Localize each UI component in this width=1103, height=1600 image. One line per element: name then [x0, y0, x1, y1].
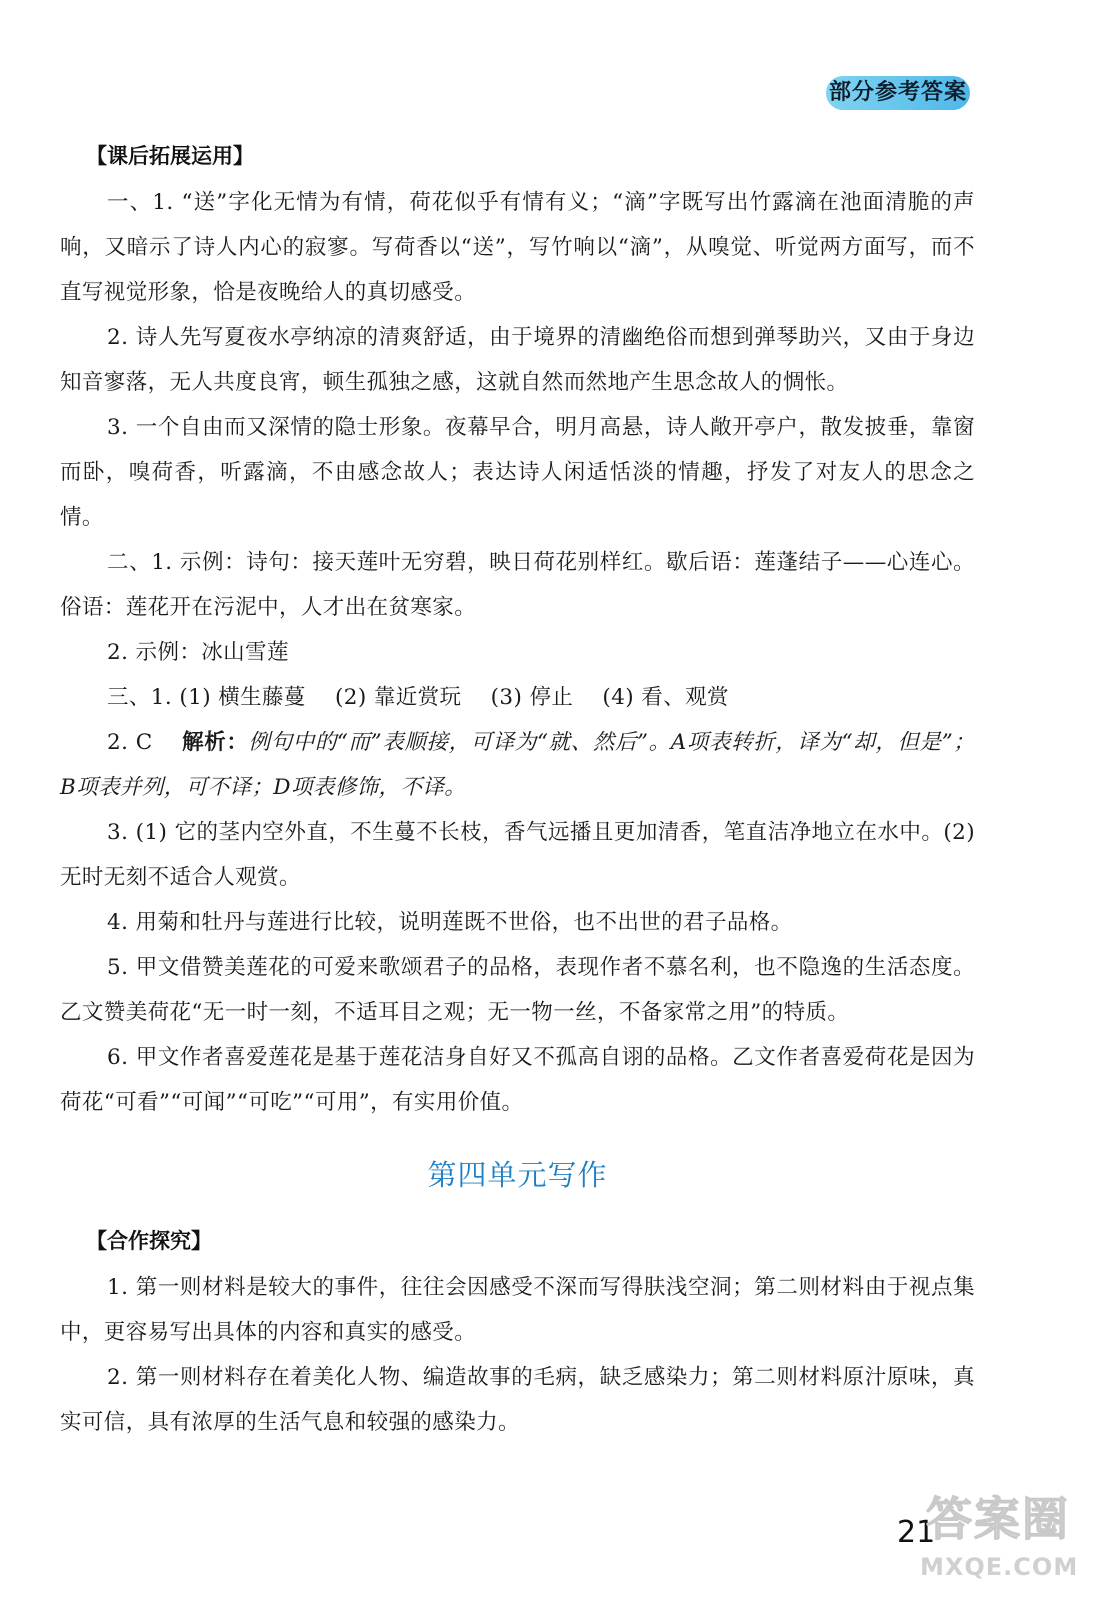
answer-paragraph: 3. 一个自由而又深情的隐士形象。夜幕早合，明月高悬，诗人敞开亭户，散发披垂，靠窗而卧，嗅荷香，听露滴，不由感念故人；表达诗人闲适恬淡的情趣，抒发了对友人的思念之情。: [60, 415, 975, 530]
watermark-url: MXQE.COM: [920, 1553, 1079, 1581]
answer-paragraph-analysis: [60, 720, 975, 810]
answer-paragraph: 5. 甲文借赞美莲花的可爱来歌颂君子的品格，表现作者不慕名利，也不隐逸的生活态度。乙文赞美荷花“无一时一刻，不适耳目之观；无一物一丝，不备家常之用”的特质。: [60, 955, 975, 1025]
answer-paragraph: 2. 诗人先写夏夜水亭纳凉的清爽舒适，由于境界的清幽绝俗而想到弹琴助兴，又由于身边知音寥落，无人共度良宵，顿生孤独之感，这就自然而然地产生思念故人的惆怅。: [60, 325, 975, 395]
answer-paragraph: 2. 第一则材料存在着美化人物、编造故事的毛病，缺乏感染力；第二则材料原汁原味，真实可信，具有浓厚的生活气息和较强的感染力。: [60, 1365, 975, 1435]
answer-paragraph: 2. 示例：冰山雪莲: [107, 640, 289, 665]
page-content: [60, 140, 975, 1445]
analysis-label: 解析：: [182, 730, 249, 755]
unit-title: 第四单元写作: [427, 1158, 608, 1192]
analysis-text: 例句中的“而”表顺接，可译为“就、然后”。A项表转折，译为“却，但是”；B项表并列，可不译；D项表修饰，不译。: [60, 730, 975, 800]
page-number: 21: [897, 1515, 936, 1550]
answer-paragraph: 一、1. “送”字化无情为有情，荷花似乎有情有义；“滴”字既写出竹露滴在池面清脆的声响，又暗示了诗人内心的寂寥。写荷香以“送”，写竹响以“滴”，从嗅觉、听觉两方面写，而不直写视觉形象，恰是夜晚给人的真切感受。: [60, 190, 975, 305]
watermark-text: 答案圈: [926, 1492, 1070, 1546]
answer-paragraph: 4. 用菊和牡丹与莲进行比较，说明莲既不世俗，也不出世的君子品格。: [107, 910, 793, 935]
answer-paragraph: 1. 第一则材料是较大的事件，往往会因感受不深而写得肤浅空洞；第二则材料由于视点集中，更容易写出具体的内容和真实的感受。: [60, 1275, 975, 1345]
question-prefix: 2. C: [107, 730, 183, 755]
answer-paragraph: 3. (1) 它的茎内空外直，不生蔓不长枝，香气远播且更加清香，笔直洁净地立在水中。(2) 无时无刻不适合人观赏。: [60, 820, 975, 890]
answer-paragraph: 三、1. (1) 横生藤蔓 (2) 靠近赏玩 (3) 停止 (4) 看、观赏: [107, 685, 729, 710]
watermark-logo: [920, 1492, 1090, 1592]
section-tag: 部分参考答案: [826, 76, 970, 110]
answer-paragraph: 6. 甲文作者喜爱莲花是基于莲花洁身自好又不孤高自诩的品格。乙文作者喜爱荷花是因为荷花“可看”“可闻”“可吃”“可用”，有实用价值。: [60, 1045, 975, 1115]
section-heading-cooperation: 【合作探究】: [86, 1229, 212, 1253]
answer-paragraph: 二、1. 示例：诗句：接天莲叶无穷碧，映日荷花别样红。歇后语：莲蓬结子——心连心。俗语：莲花开在污泥中，人才出在贫寒家。: [60, 550, 975, 620]
section-heading-exercises: 【课后拓展运用】: [86, 144, 254, 168]
